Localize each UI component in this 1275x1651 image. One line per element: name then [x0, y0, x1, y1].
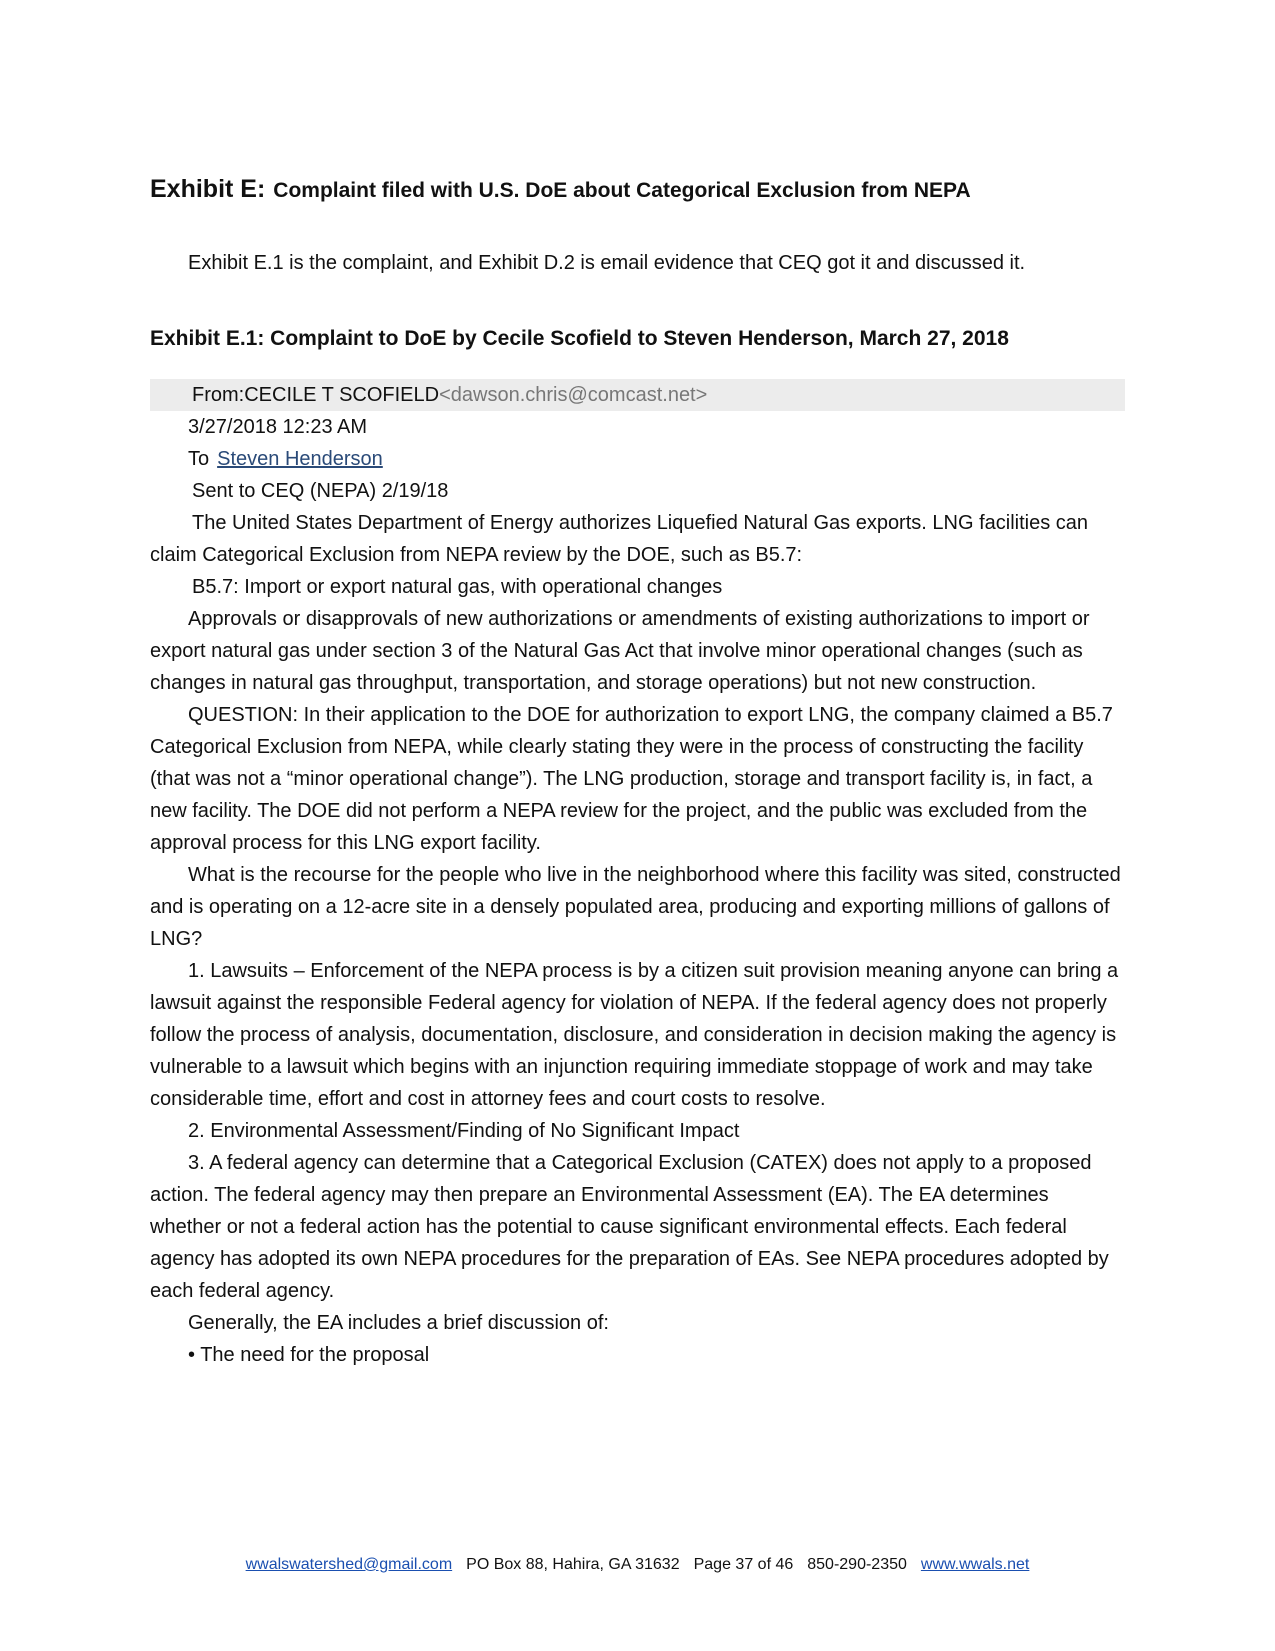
email-from-address: <dawson.chris@comcast.net>: [439, 384, 708, 406]
footer-website-link[interactable]: www.wwals.net: [920, 1556, 1030, 1573]
email-from-line: [150, 379, 1125, 411]
body-paragraph-9: Generally, the EA includes a brief discussion of:: [188, 1312, 609, 1334]
email-to-link[interactable]: Steven Henderson: [217, 448, 383, 470]
body-paragraph-1: The United States Department of Energy authorizes Liquefied Natural Gas exports. LNG facilities can claim Categorical Exclusion from NEPA review by the DOE, such as B5.7:: [150, 512, 1089, 566]
footer-address: PO Box 88, Hahira, GA 31632: [466, 1556, 680, 1573]
body-paragraph-6: 1. Lawsuits – Enforcement of the NEPA process is by a citizen suit provision meaning anyone can bring a lawsuit against the responsible Federal agency for violation of NEPA. If the federal agency does not properly follow the process of analysis, documentation, disclosure, and consideration in decision making the agency is vulnerable to a lawsuit which begins with an injunction requiring immediate stoppage of work and may take considerable time, effort and cost in attorney fees and court costs to resolve.: [150, 960, 1119, 1110]
intro-paragraph: Exhibit E.1 is the complaint, and Exhibit D.2 is email evidence that CEQ got it and discussed it.: [188, 252, 1026, 274]
email-from-name: CECILE T SCOFIELD: [244, 384, 440, 406]
email-to-line: [150, 443, 1125, 475]
body-paragraph-4: QUESTION: In their application to the DOE for authorization to export LNG, the company claimed a B5.7 Categorical Exclusion from NEPA, while clearly stating they were in the process of constructing the facility (that was not a “minor operational change”). The LNG production, storage and transport facility is, in fact, a new facility. The DOE did not perform a NEPA review for the project, and the public was excluded from the approval process for this LNG export facility.: [150, 704, 1113, 854]
page-footer: [0, 1556, 1275, 1574]
email-date: 3/27/2018 12:23 AM: [188, 416, 368, 438]
body-paragraph-5: What is the recourse for the people who live in the neighborhood where this facility was sited, constructed and is operating on a 12-acre site in a densely populated area, producing and exporting millions of gallons of LNG?: [150, 864, 1121, 950]
exhibit-subheading: Exhibit E.1: Complaint to DoE by Cecile Scofield to Steven Henderson, March 27, 2018: [150, 327, 1009, 350]
footer-phone: 850-290-2350: [807, 1556, 907, 1573]
exhibit-heading: [150, 168, 1125, 209]
footer-page-number: Page 37 of 46: [693, 1556, 794, 1573]
body-paragraph-7: 2. Environmental Assessment/Finding of No Significant Impact: [188, 1120, 740, 1142]
exhibit-heading-title: Complaint filed with U.S. DoE about Categorical Exclusion from NEPA: [273, 179, 971, 202]
email-message: [150, 379, 1125, 1371]
body-paragraph-10: • The need for the proposal: [188, 1344, 430, 1366]
email-from-label: From:: [192, 384, 245, 406]
body-paragraph-3: Approvals or disapprovals of new authorizations or amendments of existing authorizations to import or export natural gas under section 3 of the Natural Gas Act that involve minor operational changes (such as changes in natural gas throughput, transportation, and storage operations) but not new construction.: [150, 608, 1090, 694]
exhibit-heading-label: Exhibit E:: [150, 175, 266, 203]
body-paragraph-8: 3. A federal agency can determine that a Categorical Exclusion (CATEX) does not apply to a proposed action. The federal agency may then prepare an Environmental Assessment (EA). The EA determines whether or not a federal action has the potential to cause significant environmental effects. Each federal agency has adopted its own NEPA procedures for the preparation of EAs. See NEPA procedures adopted by each federal agency.: [150, 1152, 1109, 1302]
footer-email-link[interactable]: wwalswatershed@gmail.com: [245, 1556, 453, 1573]
page-content: [150, 168, 1125, 1371]
email-to-label: To: [188, 448, 210, 470]
email-sent-note: Sent to CEQ (NEPA) 2/19/18: [192, 480, 449, 502]
body-paragraph-2: B5.7: Import or export natural gas, with operational changes: [192, 576, 723, 598]
